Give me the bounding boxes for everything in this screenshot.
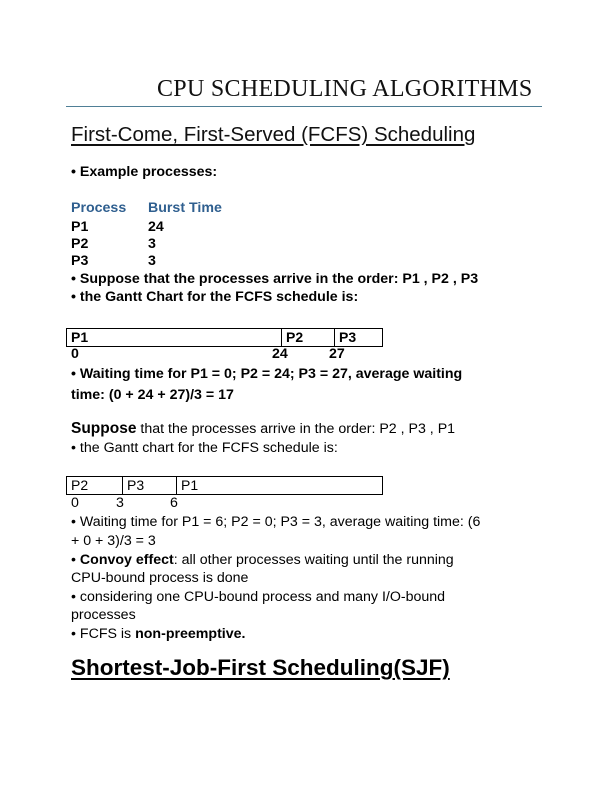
gantt2-tick: 6 xyxy=(170,495,178,511)
gantt1-tick: 27 xyxy=(329,346,345,362)
table-row-process: P3 xyxy=(71,253,89,269)
gantt-cell-p1: P1 xyxy=(176,477,382,494)
fcfs-heading: First-Come, First-Served (FCFS) Scheduling xyxy=(71,123,476,146)
table-header-burst-time: Burst Time xyxy=(148,200,222,216)
arrival-order-1: • Suppose that the processes arrive in the order: P1 , P2 , P3 xyxy=(71,271,479,287)
bullet: • xyxy=(71,552,80,568)
table-header-process: Process xyxy=(71,200,127,216)
header-rule xyxy=(66,106,542,107)
gantt-chart-2 xyxy=(66,476,383,495)
gantt-cell-p3: P3 xyxy=(122,477,176,494)
table-row-burst: 24 xyxy=(148,219,164,235)
arrival-order-2-rest: that the processes arrive in the order: P2 , P3 , P1 xyxy=(136,421,456,437)
gantt2-tick: 0 xyxy=(71,495,79,511)
gantt-cell-p2: P2 xyxy=(281,329,334,346)
gantt-cell-p3: P3 xyxy=(334,329,382,346)
waiting-time-1-line1: • Waiting time for P1 = 0; P2 = 24; P3 = 27, average waiting xyxy=(71,366,463,382)
gantt-cell-p2: P2 xyxy=(71,477,89,493)
example-intro: • Example processes: xyxy=(71,164,218,180)
convoy-effect-line2: CPU-bound process is done xyxy=(71,570,249,586)
waiting-time-2-line1: • Waiting time for P1 = 6; P2 = 0; P3 = 3, average waiting time: (6 xyxy=(71,514,481,530)
page-title: CPU SCHEDULING ALGORITHMS xyxy=(157,76,533,102)
non-preemptive-term: non-preemptive. xyxy=(135,626,246,642)
gantt2-tick: 3 xyxy=(116,495,124,511)
sjf-heading: Shortest-Job-First Scheduling(SJF) xyxy=(71,655,450,680)
gantt2-intro: • the Gantt chart for the FCFS schedule is: xyxy=(71,440,338,456)
table-row-process: P2 xyxy=(71,236,89,252)
gantt1-tick: 24 xyxy=(272,346,288,362)
gantt-chart-1 xyxy=(66,328,383,347)
table-row-burst: 3 xyxy=(148,253,156,269)
gantt-cell-p1: P1 xyxy=(71,329,89,345)
convoy-effect-term: Convoy effect xyxy=(79,552,174,568)
gantt1-intro: • the Gantt Chart for the FCFS schedule is: xyxy=(71,289,359,305)
considering-line1: • considering one CPU-bound process and many I/O-bound xyxy=(71,589,446,605)
waiting-time-2-line2: + 0 + 3)/3 = 3 xyxy=(71,533,156,549)
considering-line2: processes xyxy=(71,607,136,623)
gantt1-tick: 0 xyxy=(71,346,79,362)
waiting-time-1-line2: time: (0 + 24 + 27)/3 = 17 xyxy=(71,387,234,403)
convoy-effect-desc: : all other processes waiting until the running xyxy=(173,552,454,568)
non-preemptive-note xyxy=(71,626,245,642)
convoy-effect-line1 xyxy=(71,552,454,568)
suppose-bold: Suppose xyxy=(71,420,137,437)
arrival-order-2 xyxy=(71,420,455,438)
table-row-process: P1 xyxy=(71,219,89,235)
non-preemptive-prefix: • FCFS is xyxy=(71,626,136,642)
table-row-burst: 3 xyxy=(148,236,156,252)
